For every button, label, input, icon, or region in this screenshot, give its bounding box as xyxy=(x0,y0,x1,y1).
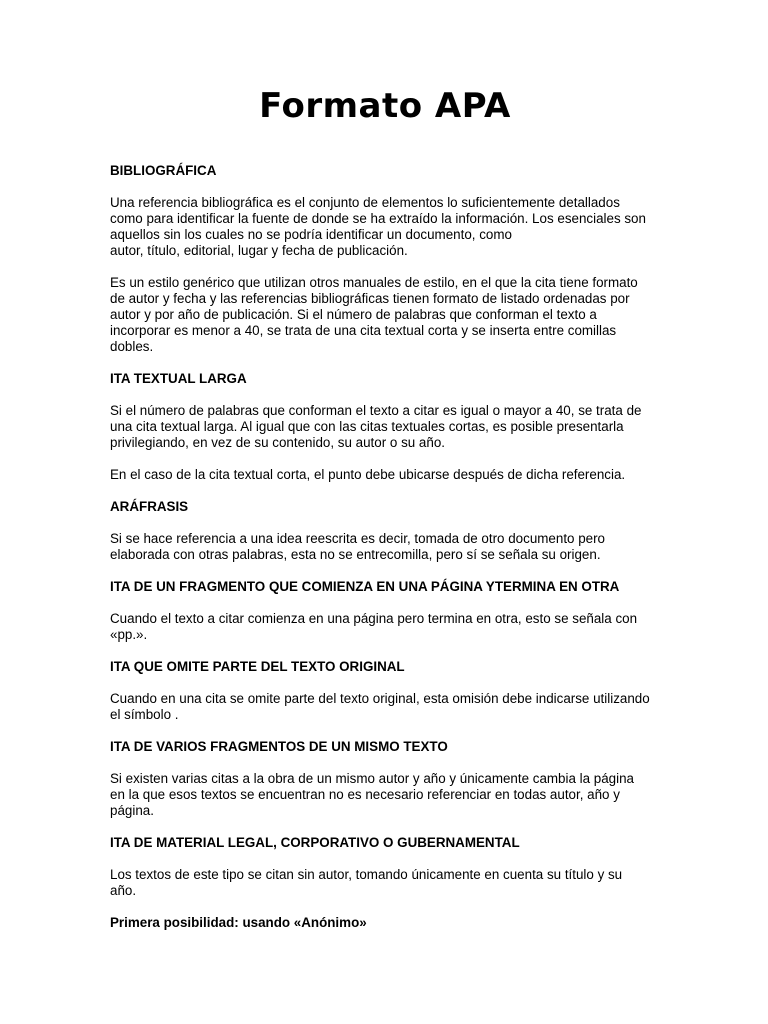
paragraph-line: autor y por año de publicación. Si el número de palabras que conforman el texto a xyxy=(110,307,597,322)
section-heading: BIBLIOGRÁFICA xyxy=(110,163,217,178)
paragraph-line: Cuando en una cita se omite parte del texto original, esta omisión debe indicarse utilizando xyxy=(110,691,650,706)
paragraph-line: año. xyxy=(110,883,137,898)
paragraph-line: autor, título, editorial, lugar y fecha de publicación. xyxy=(110,243,408,258)
paragraph-line: Los textos de este tipo se citan sin autor, tomando únicamente en cuenta su título y su xyxy=(110,867,623,882)
body-paragraph xyxy=(110,691,660,723)
paragraph-line: «pp.». xyxy=(110,627,148,642)
paragraph-line: privilegiando, en vez de su contenido, su autor o su año. xyxy=(110,435,445,450)
section-heading: ITA DE VARIOS FRAGMENTOS DE UN MISMO TEXTO xyxy=(110,739,448,754)
paragraph-line: Es un estilo genérico que utilizan otros manuales de estilo, en el que la cita tiene formato xyxy=(110,275,638,290)
section-heading: ITA DE MATERIAL LEGAL, CORPORATIVO O GUBERNAMENTAL xyxy=(110,835,520,850)
paragraph-line: En el caso de la cita textual corta, el punto debe ubicarse después de dicha referencia. xyxy=(110,467,626,482)
section-heading: ITA TEXTUAL LARGA xyxy=(110,371,247,386)
paragraph-line: dobles. xyxy=(110,339,154,354)
section-heading: Primera posibilidad: usando «Anónimo» xyxy=(110,915,367,930)
paragraph-line: Cuando el texto a citar comienza en una página pero termina en otra, esto se señala con xyxy=(110,611,638,626)
body-paragraph xyxy=(110,771,660,819)
section-heading: ITA QUE OMITE PARTE DEL TEXTO ORIGINAL xyxy=(110,659,405,674)
paragraph-line: Una referencia bibliográfica es el conjunto de elementos lo suficientemente detallados xyxy=(110,195,620,210)
paragraph-line: como para identificar la fuente de donde se ha extraído la información. Los esenciales son xyxy=(110,211,646,226)
body-paragraph xyxy=(110,403,660,451)
document-title: Formato APA xyxy=(259,86,511,126)
paragraph-line: incorporar es menor a 40, se trata de una cita textual corta y se inserta entre comillas xyxy=(110,323,617,338)
body-paragraph xyxy=(110,611,660,643)
body-paragraph xyxy=(110,867,660,899)
paragraph-line: el símbolo . xyxy=(110,707,179,722)
paragraph-line: página. xyxy=(110,803,154,818)
paragraph-line: en la que esos textos se encuentran no es necesario referenciar en todas autor, año y xyxy=(110,787,620,802)
paragraph-line: Si existen varias citas a la obra de un mismo autor y año y únicamente cambia la página xyxy=(110,771,635,786)
body-paragraph xyxy=(110,195,660,259)
body-paragraph xyxy=(110,531,660,563)
body-paragraph xyxy=(110,467,660,483)
paragraph-line: Si el número de palabras que conforman el texto a citar es igual o mayor a 40, se trata de xyxy=(110,403,642,418)
paragraph-line: aquellos sin los cuales no se podría identificar un documento, como xyxy=(110,227,512,242)
section-heading: ARÁFRASIS xyxy=(110,499,189,514)
document-body xyxy=(110,163,660,947)
section-heading: ITA DE UN FRAGMENTO QUE COMIENZA EN UNA PÁGINA YTERMINA EN OTRA xyxy=(110,579,620,594)
paragraph-line: Si se hace referencia a una idea reescrita es decir, tomada de otro documento pero xyxy=(110,531,606,546)
paragraph-line: elaborada con otras palabras, esta no se entrecomilla, pero sí se señala su origen. xyxy=(110,547,601,562)
paragraph-line: de autor y fecha y las referencias bibliográficas tienen formato de listado ordenadas por xyxy=(110,291,630,306)
paragraph-line: una cita textual larga. Al igual que con las citas textuales cortas, es posible presentarla xyxy=(110,419,624,434)
body-paragraph xyxy=(110,275,660,355)
